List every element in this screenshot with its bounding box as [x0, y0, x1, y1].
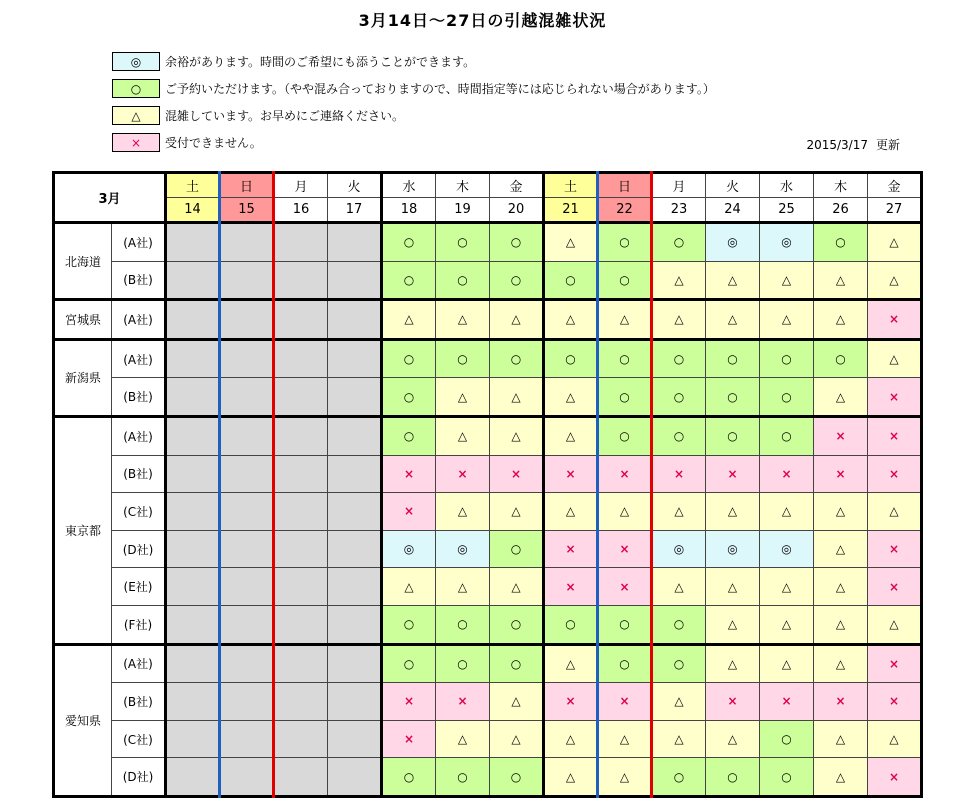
status-cell: ○ [382, 339, 436, 378]
legend-symbol: × [112, 133, 160, 152]
status-cell [274, 455, 328, 493]
page-title: 3月14日～27日の引越混雑状況 [358, 11, 607, 30]
status-cell [328, 378, 382, 417]
status-cell: ○ [490, 530, 544, 568]
weekday-header: 金 [868, 173, 922, 198]
status-cell: × [868, 683, 922, 721]
status-cell: △ [868, 339, 922, 378]
status-cell: × [814, 455, 868, 493]
status-cell: × [598, 683, 652, 721]
status-cell [328, 758, 382, 797]
status-cell [166, 720, 220, 758]
table-row [54, 605, 922, 644]
status-cell [220, 720, 274, 758]
status-cell: △ [436, 416, 490, 455]
status-cell: △ [652, 720, 706, 758]
status-cell: ○ [382, 261, 436, 300]
status-cell: ○ [706, 378, 760, 417]
weekday-header: 金 [490, 173, 544, 198]
status-cell: ◎ [706, 530, 760, 568]
status-cell: ○ [652, 339, 706, 378]
status-cell [274, 683, 328, 721]
status-cell [328, 339, 382, 378]
status-cell: × [652, 455, 706, 493]
status-cell: ○ [436, 758, 490, 797]
status-cell [220, 300, 274, 340]
status-cell [220, 568, 274, 606]
status-cell [274, 720, 328, 758]
status-cell: ○ [598, 644, 652, 683]
status-cell: △ [490, 493, 544, 531]
status-cell: ○ [814, 223, 868, 262]
status-cell: △ [544, 416, 598, 455]
weekday-header: 月 [274, 173, 328, 198]
status-cell [328, 223, 382, 262]
date-header: 24 [706, 198, 760, 223]
legend-item [112, 130, 715, 155]
status-cell [220, 758, 274, 797]
status-cell: △ [652, 568, 706, 606]
status-cell [328, 720, 382, 758]
region-name: 宮城県 [54, 300, 112, 340]
status-cell: × [760, 455, 814, 493]
status-cell [274, 339, 328, 378]
status-cell: △ [382, 568, 436, 606]
date-header: 19 [436, 198, 490, 223]
date-header: 17 [328, 198, 382, 223]
status-cell [220, 416, 274, 455]
weekday-header: 土 [544, 173, 598, 198]
status-cell: ○ [652, 416, 706, 455]
company-name: (D社) [112, 530, 166, 568]
status-cell: ○ [760, 758, 814, 797]
status-cell: △ [814, 758, 868, 797]
legend [112, 49, 715, 157]
weekday-header: 日 [220, 173, 274, 198]
status-cell: ○ [598, 261, 652, 300]
date-header: 23 [652, 198, 706, 223]
status-cell [220, 683, 274, 721]
status-cell: △ [436, 378, 490, 417]
status-cell [220, 605, 274, 644]
status-cell: △ [544, 644, 598, 683]
status-cell: △ [652, 493, 706, 531]
status-cell: ◎ [382, 530, 436, 568]
legend-item [112, 49, 715, 74]
status-cell [166, 644, 220, 683]
date-header: 16 [274, 198, 328, 223]
status-cell: △ [760, 644, 814, 683]
table-row [54, 568, 922, 606]
status-cell: ○ [760, 378, 814, 417]
status-cell: × [868, 378, 922, 417]
status-cell [274, 758, 328, 797]
legend-symbol: ◎ [112, 52, 160, 71]
status-cell: △ [652, 261, 706, 300]
status-cell: × [868, 758, 922, 797]
weekday-header: 火 [706, 173, 760, 198]
status-cell: △ [868, 493, 922, 531]
status-cell [220, 644, 274, 683]
status-cell: △ [382, 300, 436, 340]
status-cell [166, 261, 220, 300]
status-cell: △ [544, 300, 598, 340]
status-cell: △ [706, 300, 760, 340]
status-cell: △ [814, 720, 868, 758]
status-cell: △ [436, 493, 490, 531]
status-cell: ○ [598, 416, 652, 455]
status-cell: △ [814, 493, 868, 531]
status-cell: × [436, 683, 490, 721]
status-cell: △ [544, 378, 598, 417]
table-row [54, 300, 922, 340]
status-cell: × [544, 530, 598, 568]
status-cell: × [598, 455, 652, 493]
weekday-header: 木 [814, 173, 868, 198]
company-name: (A社) [112, 416, 166, 455]
status-cell: △ [706, 493, 760, 531]
status-cell: △ [544, 720, 598, 758]
status-cell: ○ [436, 605, 490, 644]
status-cell [328, 568, 382, 606]
status-cell [166, 416, 220, 455]
status-cell: × [382, 493, 436, 531]
status-cell: △ [490, 568, 544, 606]
status-cell: ○ [490, 339, 544, 378]
status-cell: ○ [382, 378, 436, 417]
status-cell: ○ [490, 758, 544, 797]
table-row [54, 644, 922, 683]
status-cell: ○ [652, 605, 706, 644]
status-cell: ◎ [760, 530, 814, 568]
status-cell: ○ [544, 339, 598, 378]
status-cell: × [382, 455, 436, 493]
status-cell [328, 493, 382, 531]
status-cell: △ [544, 758, 598, 797]
status-cell: ○ [544, 605, 598, 644]
status-cell: ○ [436, 261, 490, 300]
date-header: 14 [166, 198, 220, 223]
table-row [54, 683, 922, 721]
status-cell [166, 530, 220, 568]
status-cell: △ [436, 720, 490, 758]
status-cell: × [868, 644, 922, 683]
status-cell: △ [868, 720, 922, 758]
status-cell [220, 455, 274, 493]
company-name: (E社) [112, 568, 166, 606]
status-cell [166, 683, 220, 721]
status-cell [220, 493, 274, 531]
status-cell: △ [760, 300, 814, 340]
status-cell: ○ [760, 339, 814, 378]
status-cell: △ [814, 530, 868, 568]
legend-item [112, 103, 715, 128]
status-cell: △ [598, 493, 652, 531]
legend-text: 混雑しています。お早めにご連絡ください。 [165, 109, 405, 123]
status-cell: ◎ [436, 530, 490, 568]
status-cell: ○ [436, 644, 490, 683]
status-cell: × [760, 683, 814, 721]
table-row [54, 416, 922, 455]
status-cell [220, 223, 274, 262]
status-cell: △ [544, 493, 598, 531]
status-cell [328, 683, 382, 721]
status-cell: △ [814, 605, 868, 644]
status-cell [274, 300, 328, 340]
date-header: 21 [544, 198, 598, 223]
status-cell [166, 605, 220, 644]
status-cell [166, 758, 220, 797]
status-cell [274, 493, 328, 531]
status-cell: △ [490, 378, 544, 417]
status-cell: ○ [706, 758, 760, 797]
status-cell [274, 416, 328, 455]
status-cell [166, 493, 220, 531]
legend-text: 受付できません。 [165, 136, 262, 150]
updated-date: 2015/3/17 [806, 138, 868, 152]
status-cell: △ [868, 223, 922, 262]
updated-note [798, 136, 900, 153]
status-cell [328, 530, 382, 568]
company-name: (F社) [112, 605, 166, 644]
status-cell: × [544, 683, 598, 721]
status-cell: × [598, 530, 652, 568]
status-cell: △ [814, 261, 868, 300]
company-name: (B社) [112, 683, 166, 721]
status-cell: × [868, 455, 922, 493]
status-cell: × [436, 455, 490, 493]
status-cell [274, 644, 328, 683]
status-cell: × [814, 416, 868, 455]
status-cell [328, 455, 382, 493]
status-cell: ○ [760, 416, 814, 455]
company-name: (D社) [112, 758, 166, 797]
status-cell [166, 339, 220, 378]
status-cell: × [490, 455, 544, 493]
status-cell: ○ [436, 223, 490, 262]
status-cell: ○ [382, 416, 436, 455]
status-cell: × [544, 455, 598, 493]
status-cell: ○ [652, 758, 706, 797]
status-cell: ○ [598, 605, 652, 644]
status-cell: ○ [382, 223, 436, 262]
status-cell: ○ [760, 720, 814, 758]
status-cell: × [598, 568, 652, 606]
status-cell: ○ [652, 223, 706, 262]
legend-symbol: ○ [112, 79, 160, 98]
status-cell: ○ [382, 644, 436, 683]
table-row [54, 223, 922, 262]
status-cell: △ [436, 568, 490, 606]
date-header: 27 [868, 198, 922, 223]
table-row [54, 378, 922, 417]
status-cell [220, 530, 274, 568]
status-cell: △ [490, 720, 544, 758]
status-cell: △ [598, 300, 652, 340]
status-cell: △ [868, 261, 922, 300]
status-cell: △ [706, 720, 760, 758]
region-name: 新潟県 [54, 339, 112, 416]
legend-item [112, 76, 715, 101]
status-cell: ◎ [652, 530, 706, 568]
status-cell [328, 605, 382, 644]
status-cell: × [868, 530, 922, 568]
status-cell: ○ [490, 223, 544, 262]
status-cell: △ [760, 568, 814, 606]
status-cell: × [814, 683, 868, 721]
weekday-header: 木 [436, 173, 490, 198]
status-cell: △ [814, 568, 868, 606]
status-cell [274, 378, 328, 417]
company-name: (C社) [112, 720, 166, 758]
status-cell: × [868, 568, 922, 606]
region-name: 愛知県 [54, 644, 112, 796]
status-cell: △ [868, 605, 922, 644]
status-cell: ○ [598, 339, 652, 378]
schedule-table [52, 171, 923, 798]
date-header: 20 [490, 198, 544, 223]
company-name: (A社) [112, 339, 166, 378]
date-header: 25 [760, 198, 814, 223]
status-cell: ○ [544, 261, 598, 300]
status-cell: △ [706, 644, 760, 683]
status-cell: △ [760, 261, 814, 300]
status-cell [274, 261, 328, 300]
status-cell: △ [706, 568, 760, 606]
status-cell: △ [814, 378, 868, 417]
status-cell [274, 605, 328, 644]
status-cell: ○ [598, 378, 652, 417]
date-header: 22 [598, 198, 652, 223]
status-cell: △ [652, 300, 706, 340]
status-cell [166, 455, 220, 493]
table-row [54, 758, 922, 797]
status-cell: ◎ [760, 223, 814, 262]
weekday-header: 水 [382, 173, 436, 198]
status-cell: ○ [814, 339, 868, 378]
region-name: 東京都 [54, 416, 112, 644]
weekday-header: 水 [760, 173, 814, 198]
status-cell: △ [598, 758, 652, 797]
status-cell: △ [544, 223, 598, 262]
status-cell: × [382, 683, 436, 721]
status-cell: △ [760, 493, 814, 531]
company-name: (A社) [112, 644, 166, 683]
status-cell: ○ [706, 339, 760, 378]
header-date-row [54, 198, 922, 223]
date-header: 15 [220, 198, 274, 223]
status-cell: × [868, 416, 922, 455]
status-cell: × [382, 720, 436, 758]
table-row [54, 455, 922, 493]
status-cell: △ [814, 644, 868, 683]
company-name: (B社) [112, 455, 166, 493]
status-cell [328, 261, 382, 300]
status-cell: △ [490, 683, 544, 721]
status-cell: △ [706, 261, 760, 300]
status-cell: ○ [490, 261, 544, 300]
status-cell: △ [652, 683, 706, 721]
status-cell: ○ [598, 223, 652, 262]
table-row [54, 530, 922, 568]
company-name: (B社) [112, 378, 166, 417]
status-cell: ○ [706, 416, 760, 455]
status-cell [274, 223, 328, 262]
region-name: 北海道 [54, 223, 112, 300]
status-cell: △ [598, 720, 652, 758]
status-cell: △ [760, 605, 814, 644]
company-name: (A社) [112, 300, 166, 340]
status-cell [166, 223, 220, 262]
table-row [54, 493, 922, 531]
status-cell: △ [490, 416, 544, 455]
status-cell [220, 339, 274, 378]
status-cell: ○ [490, 605, 544, 644]
table-row [54, 720, 922, 758]
status-cell [166, 568, 220, 606]
table-row [54, 339, 922, 378]
status-cell: × [706, 683, 760, 721]
status-cell: △ [490, 300, 544, 340]
header-weekday-row [54, 173, 922, 198]
weekday-header: 火 [328, 173, 382, 198]
company-name: (B社) [112, 261, 166, 300]
status-cell [328, 644, 382, 683]
updated-label: 更新 [875, 138, 900, 152]
weekday-header: 土 [166, 173, 220, 198]
status-cell: ○ [490, 644, 544, 683]
legend-symbol: △ [112, 106, 160, 125]
status-cell: △ [436, 300, 490, 340]
status-cell [166, 378, 220, 417]
month-cell: 3月 [54, 173, 166, 223]
weekday-header: 月 [652, 173, 706, 198]
status-cell: △ [706, 605, 760, 644]
status-cell [274, 530, 328, 568]
status-cell: × [544, 568, 598, 606]
status-cell [274, 568, 328, 606]
status-cell: ○ [652, 644, 706, 683]
status-cell: ○ [652, 378, 706, 417]
status-cell: ◎ [706, 223, 760, 262]
status-cell: ○ [436, 339, 490, 378]
date-header: 18 [382, 198, 436, 223]
status-cell [220, 261, 274, 300]
company-name: (A社) [112, 223, 166, 262]
table-row [54, 261, 922, 300]
status-cell: △ [814, 300, 868, 340]
status-cell: ○ [382, 605, 436, 644]
status-cell [328, 416, 382, 455]
status-cell: × [868, 300, 922, 340]
date-header: 26 [814, 198, 868, 223]
company-name: (C社) [112, 493, 166, 531]
status-cell: ○ [382, 758, 436, 797]
status-cell [328, 300, 382, 340]
status-cell: × [706, 455, 760, 493]
legend-text: 余裕があります。時間のご希望にも添うことができます。 [165, 55, 476, 69]
legend-text: ご予約いただけます。（やや混み合っておりますので、時間指定等には応じられない場合があります。） [165, 82, 715, 96]
status-cell [166, 300, 220, 340]
weekday-header: 日 [598, 173, 652, 198]
status-cell [220, 378, 274, 417]
